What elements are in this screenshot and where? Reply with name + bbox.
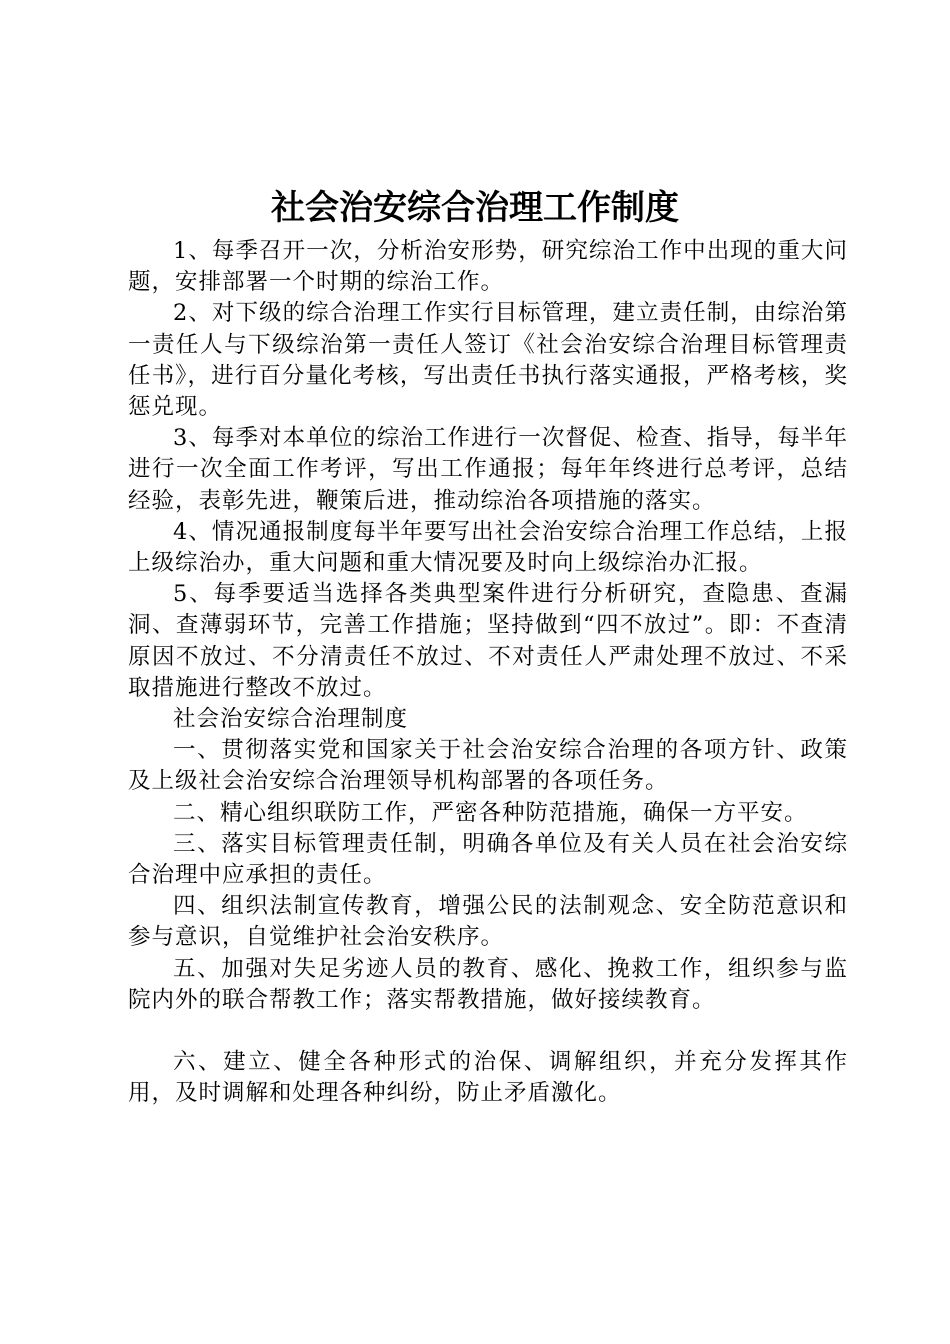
- section-paragraph-3: 三、落实目标管理责任制，明确各单位及有关人员在社会治安综合治理中应承担的责任。: [128, 830, 848, 889]
- section-paragraph-6: 六、建立、健全各种形式的治保、调解组织，并充分发挥其作用，及时调解和处理各种纠纷，防止矛盾激化。: [128, 1049, 848, 1107]
- paragraph-4: 4、情况通报制度每半年要写出社会治安综合治理工作总结，上报上级综治办，重大问题和重大情况要及时向上级综治办汇报。: [128, 518, 848, 577]
- paragraph-1: 1、每季召开一次，分析治安形势，研究综治工作中出现的重大问题，安排部署一个时期的综治工作。: [128, 238, 848, 296]
- section-heading: 社会治安综合治理制度: [173, 706, 409, 733]
- section-paragraph-1: 一、贯彻落实党和国家关于社会治安综合治理的各项方针、政策及上级社会治安综合治理领导机构部署的各项任务。: [128, 737, 848, 795]
- section-paragraph-4: 四、组织法制宣传教育，增强公民的法制观念、安全防范意识和参与意识，自觉维护社会治安秩序。: [128, 893, 848, 951]
- document-title: 社会治安综合治理工作制度: [271, 188, 679, 228]
- section-paragraph-5: 五、加强对失足劣迹人员的教育、感化、挽救工作，组织参与监院内外的联合帮教工作；落实帮教措施，做好接续教育。: [128, 955, 848, 1013]
- paragraph-2: 2、对下级的综合治理工作实行目标管理，建立责任制，由综治第一责任人与下级综治第一责任人签订《社会治安综合治理目标管理责任书》，进行百分量化考核，写出责任书执行落实通报，严格考核，奖惩兑现。: [128, 300, 848, 421]
- document-body: [128, 236, 848, 1110]
- paragraph-3: 3、每季对本单位的综治工作进行一次督促、检查、指导，每半年进行一次全面工作考评，写出工作通报；每年年终进行总考评，总结经验，表彰先进，鞭策后进，推动综治各项措施的落实。: [128, 425, 848, 514]
- section-paragraph-2: 二、精心组织联防工作，严密各种防范措施，确保一方平安。: [173, 799, 808, 826]
- paragraph-5: 5、每季要适当选择各类典型案件进行分析研究，查隐患、查漏洞、查薄弱环节，完善工作措施；坚持做到“四不放过”。即：不查清原因不放过、不分清责任不放过、不对责任人严肃处理不放过、不采取措施进行整改不放过。: [128, 581, 848, 701]
- paragraph-gap: [128, 1016, 848, 1047]
